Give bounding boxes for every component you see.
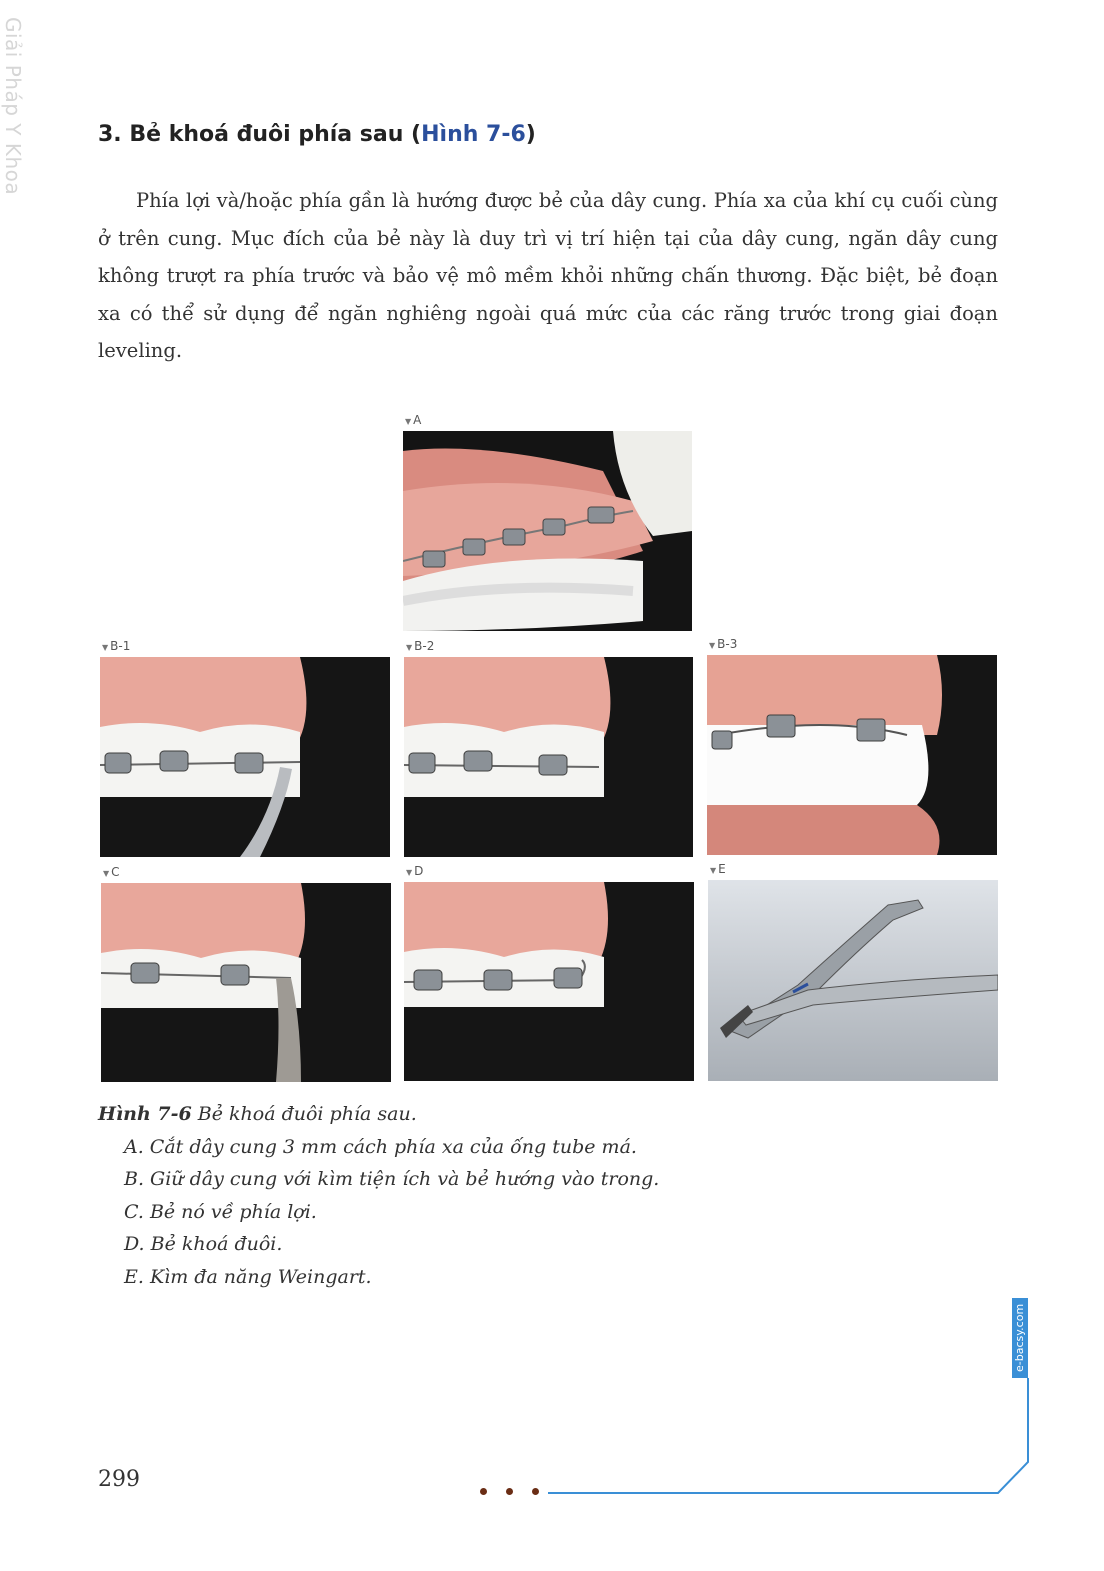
- panel-label-b3: ▼ B-3: [709, 637, 738, 651]
- photo-tieback-bend: [404, 882, 694, 1081]
- panel-label-b1: ▼ B-1: [102, 639, 131, 653]
- figure-caption: [98, 1098, 798, 1293]
- caption-title: Bẻ khoá đuôi phía sau.: [191, 1103, 417, 1125]
- photo-bent-wire: [404, 657, 693, 857]
- figure-panel-b2: [404, 639, 693, 857]
- caption-line-b: B. Giữ dây cung với kìm tiện ích và bẻ hướng vào trong.: [124, 1168, 660, 1190]
- figure-panel-c: [101, 865, 391, 1082]
- caption-line-a: A. Cắt dây cung 3 mm cách phía xa của ống tube má.: [124, 1135, 637, 1158]
- caption-line-c: C. Bẻ nó về phía lợi.: [124, 1200, 317, 1223]
- photo-weingart-pliers: [708, 880, 998, 1081]
- caption-line-d: D. Bẻ khoá đuôi.: [124, 1233, 283, 1255]
- page-number: 299: [98, 1467, 140, 1492]
- side-watermark: Giải Pháp Y Khoa: [1, 17, 25, 196]
- section-heading: [98, 122, 536, 147]
- caption-figure-label: Hình 7-6: [98, 1103, 192, 1125]
- photo-hold-wire-pliers: [100, 657, 390, 857]
- panel-label-e: ▼ E: [710, 862, 726, 876]
- site-tag[interactable]: e-bacsy.com: [1012, 1298, 1028, 1378]
- figure-panel-b1: [100, 639, 390, 857]
- photo-braces-cut-wire: [403, 431, 692, 631]
- figure-reference-link[interactable]: Hình 7-6: [421, 122, 526, 147]
- section-title-close: ): [525, 122, 536, 147]
- caption-title-line: [98, 1098, 798, 1131]
- panel-label-a: ▼ A: [405, 413, 422, 427]
- body-paragraph: Phía lợi và/hoặc phía gần là hướng được bẻ của dây cung. Phía xa của khí cụ cuối cùng ở trên cung. Mục đích của bẻ này là duy trì vị trí hiện tại của dây cung, ngăn dây cung không trượt ra phía trước và bảo vệ mô mềm khỏi những chấn thương. Đặc biệt, bẻ đoạn xa có thể sử dụng để ngăn nghiêng ngoài quá mức của các răng trước trong giai đoạn leveling.: [98, 189, 998, 362]
- figure-panel-b3: [707, 637, 997, 855]
- section-number: 3.: [98, 122, 122, 147]
- panel-label-c: ▼ C: [103, 865, 120, 879]
- section-title: Bẻ khoá đuôi phía sau (: [129, 122, 422, 147]
- figure-panel-a: [403, 413, 692, 631]
- figure-panel-e: [708, 862, 998, 1081]
- figure-panel-d: [404, 864, 694, 1081]
- panel-label-d: ▼ D: [406, 864, 424, 878]
- panel-label-b2: ▼ B-2: [406, 639, 435, 653]
- caption-line-e: E. Kìm đa năng Weingart.: [124, 1265, 372, 1288]
- photo-bend-gingival: [101, 883, 391, 1082]
- photo-occlusal-view: [707, 655, 997, 855]
